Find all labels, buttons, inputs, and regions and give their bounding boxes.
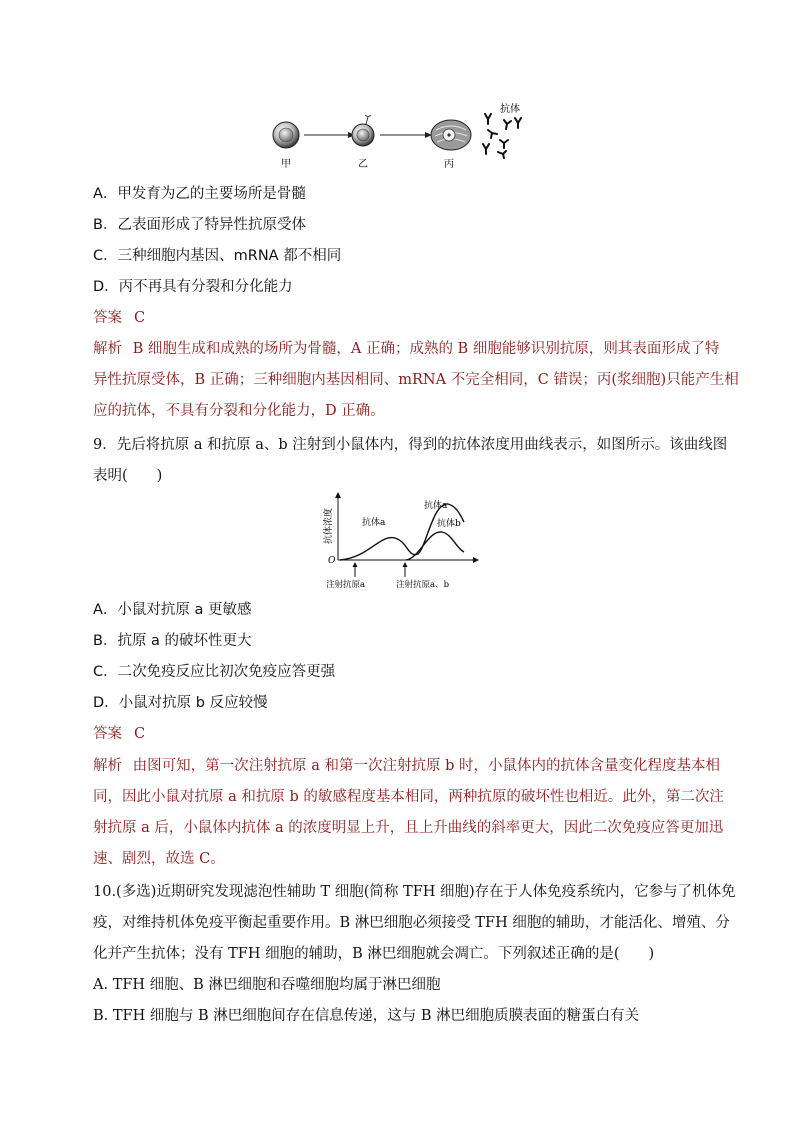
q9-analysis-line-1 [93, 756, 720, 776]
analysis-key: 解析 [93, 341, 122, 357]
q8-option-d: D．丙不再具有分裂和分化能力 [93, 279, 293, 295]
q9-analysis-line-2: 同，因此小鼠对抗原 a 和抗原 b 的敏感程度基本相同，两种抗原的破坏性也相近。此外，第二次注 [93, 789, 724, 805]
q9-option-c: C．二次免疫反应比初次免疫应答更强 [93, 664, 336, 680]
answer-value: C [134, 310, 146, 326]
cell-development-figure [260, 100, 540, 175]
q9-option-b: B．抗原 a 的破坏性更大 [93, 633, 252, 649]
q8-option-b: B．乙表面形成了特异性抗原受体 [93, 217, 306, 233]
injection-arrowhead-2 [403, 562, 408, 567]
cell-yi [352, 115, 374, 146]
antibody-label: 抗体 [500, 104, 520, 115]
x-axis-arrowhead [473, 557, 479, 563]
q9-option-d: D．小鼠对抗原 b 反应较慢 [93, 695, 268, 711]
arrow-1 [304, 132, 355, 138]
x-annotation-inject-ab: 注射抗原a、b [396, 580, 450, 590]
analysis-key: 解析 [93, 758, 122, 774]
q9-answer [93, 724, 145, 744]
label-jia: 甲 [281, 159, 291, 170]
injection-arrows [353, 562, 408, 577]
q10-stem-line-1: 10.(多选)近期研究发现滤泡性辅助 T 细胞(简称 TFH 细胞)存在于人体免疫系统内，它参与了机体免 [93, 884, 736, 900]
q10-option-b: B. TFH 细胞与 B 淋巴细胞间存在信息传递，这与 B 淋巴细胞质膜表面的糖蛋白有关 [93, 1008, 640, 1024]
chart-origin-label: O [328, 556, 336, 566]
y-axis-arrowhead [335, 492, 341, 498]
injection-arrowhead-1 [353, 562, 358, 567]
chart-ylabel: 抗体浓度 [324, 507, 334, 544]
antibody-icons [483, 114, 521, 158]
q9-stem-line-1: 9．先后将抗原 a 和抗原 a、b 注射到小鼠体内，得到的抗体浓度用曲线表示，如图所示。该曲线图 [93, 437, 728, 453]
answer-key: 答案 [93, 310, 122, 326]
cell-bing [431, 120, 471, 150]
answer-key: 答案 [93, 726, 122, 742]
label-yi: 乙 [358, 159, 368, 170]
series-line-antibody-b [406, 532, 464, 560]
series-label-antibody-b: 抗体b [437, 519, 461, 529]
q9-option-a: A．小鼠对抗原 a 更敏感 [93, 602, 252, 618]
antibody-concentration-chart [318, 490, 488, 590]
q9-stem-line-2: 表明( ) [93, 468, 163, 484]
q10-option-a: A. TFH 细胞、B 淋巴细胞和吞噬细胞均属于淋巴细胞 [93, 977, 441, 993]
q9-analysis-line-4: 速、剧烈，故选 C。 [93, 851, 225, 867]
answer-value: C [134, 726, 146, 742]
analysis-text: B 细胞生成和成熟的场所为骨髓，A 正确；成熟的 B 细胞能够识别抗原，则其表面形成了特 [132, 341, 720, 357]
series-label-antibody-a-first: 抗体a [362, 518, 386, 528]
analysis-text: 由图可知，第一次注射抗原 a 和第一次注射抗原 b 时，小鼠体内的抗体含量变化程度基本相 [132, 758, 720, 774]
q10-stem-line-3: 化并产生抗体；没有 TFH 细胞的辅助，B 淋巴细胞就会凋亡。下列叙述正确的是( ) [93, 946, 655, 962]
q8-analysis-line-1 [93, 339, 719, 359]
q8-option-c: C．三种细胞内基因、mRNA 都不相同 [93, 248, 342, 264]
q8-analysis-line-3: 应的抗体，不具有分裂和分化能力，D 正确。 [93, 403, 385, 419]
q8-option-a: A．甲发育为乙的主要场所是骨髓 [93, 186, 306, 202]
arrow-2 [380, 132, 432, 138]
label-bing: 丙 [444, 159, 454, 170]
q8-analysis-line-2: 异性抗原受体，B 正确；三种细胞内基因相同、mRNA 不完全相同，C 错误；丙(浆细胞)只能产生相 [93, 372, 739, 388]
q8-answer [93, 308, 145, 328]
series-label-antibody-a-second: 抗体a [424, 501, 448, 511]
x-annotation-inject-a: 注射抗原a [326, 580, 366, 590]
series-line-antibody-a [340, 504, 464, 560]
cell-jia [273, 122, 299, 148]
q9-analysis-line-3: 射抗原 a 后，小鼠体内抗体 a 的浓度明显上升，且上升曲线的斜率更大，因此二次免疫应答更加迅 [93, 820, 724, 836]
q10-stem-line-2: 疫，对维持机体免疫平衡起重要作用。B 淋巴细胞必须接受 TFH 细胞的辅助，才能活化、增殖、分 [93, 915, 730, 931]
